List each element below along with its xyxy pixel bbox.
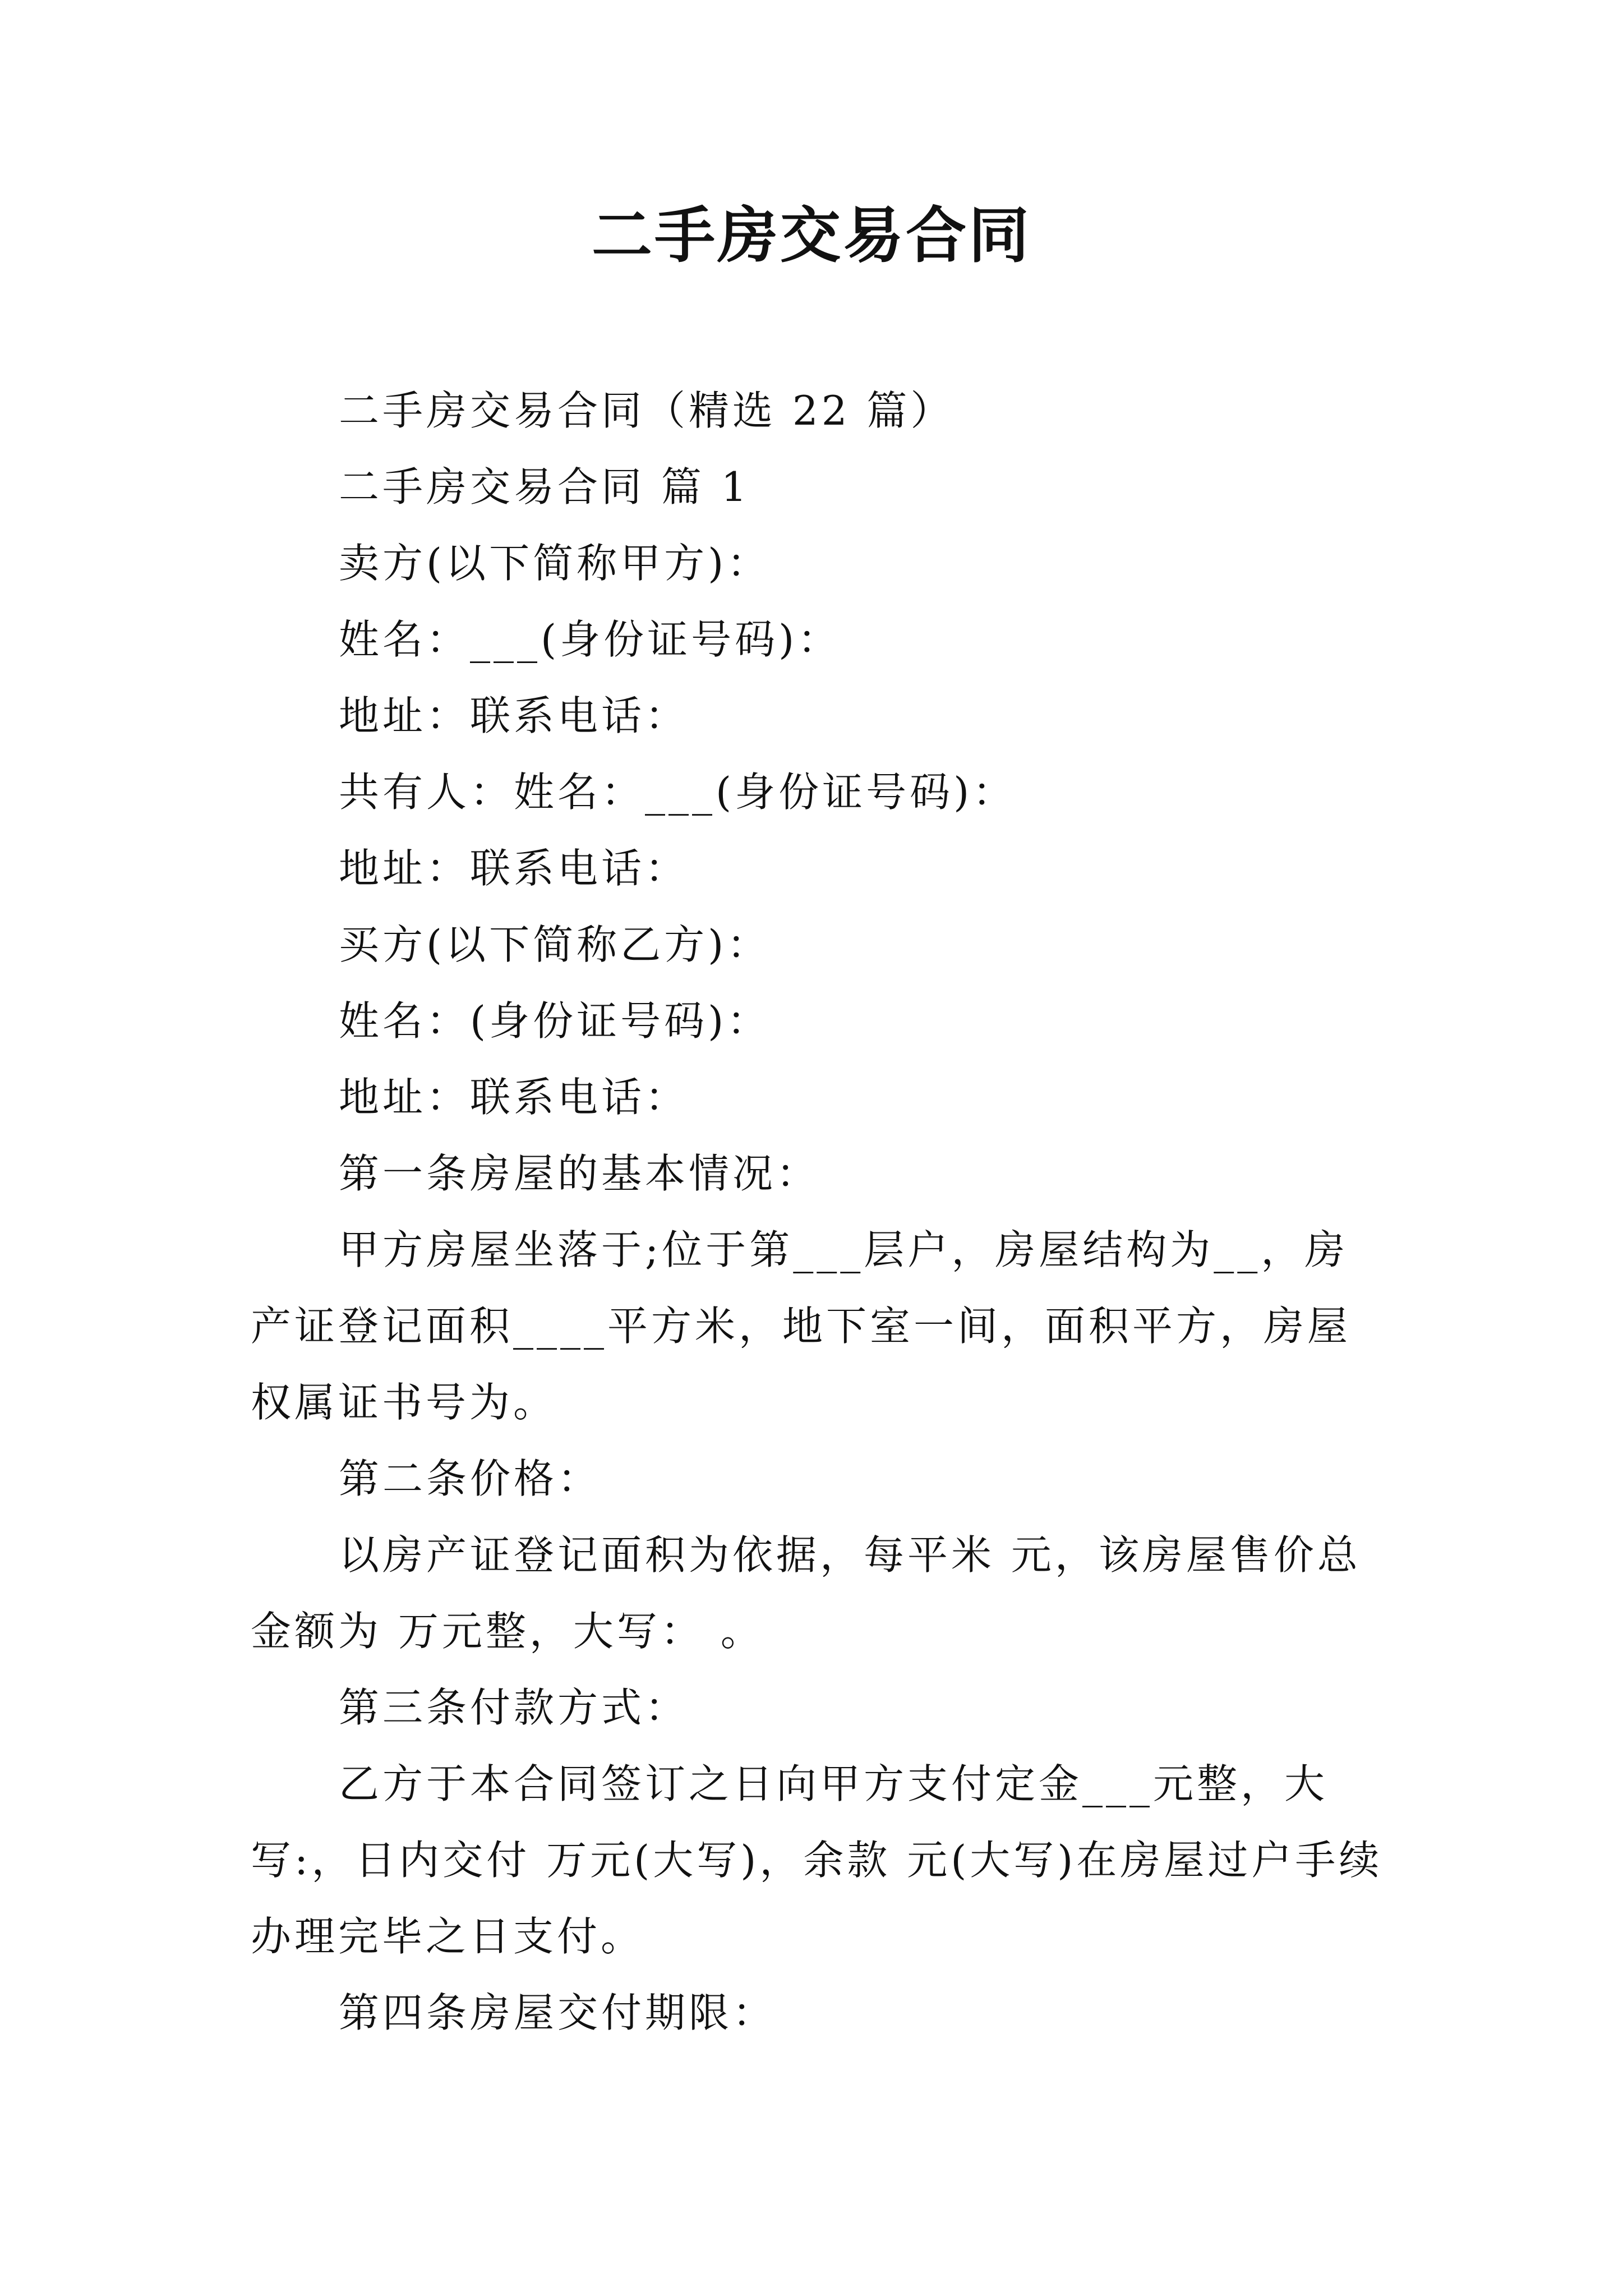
paragraph-buyer: 买方(以下简称乙方)： xyxy=(339,921,771,968)
paragraph-article-3-body: 乙方于本合同签订之日向甲方支付定金___元整，大写:，日内交付 万元(大写)，余款 元(大写)在房屋过户手续办理完毕之日支付。 xyxy=(251,1760,1383,1960)
document-body xyxy=(251,372,1387,2051)
paragraph-seller-name: 姓名：___(身份证号码)： xyxy=(339,616,842,663)
paragraph-article-2-body: 以房产证登记面积为依据，每平米 元，该房屋售价总金额为 万元整，大写： 。 xyxy=(251,1531,1361,1655)
paragraph-seller-address: 地址：联系电话： xyxy=(339,692,689,739)
paragraph-article-1: 第一条房屋的基本情况： xyxy=(339,1150,820,1197)
paragraph-article-3: 第三条付款方式： xyxy=(339,1684,689,1731)
paragraph-co-owner-address: 地址：联系电话： xyxy=(339,845,689,892)
paragraph-seller: 卖方(以下简称甲方)： xyxy=(339,540,771,587)
paragraph-section-heading: 二手房交易合同 篇 1 xyxy=(339,463,750,510)
paragraph-buyer-address: 地址：联系电话： xyxy=(339,1074,689,1121)
paragraph-article-1-body: 甲方房屋坐落于;位于第___层户，房屋结构为__，房产证登记面积____平方米，地下室一间，面积平方，房屋权属证书号为。 xyxy=(251,1226,1352,1426)
paragraph-buyer-name: 姓名：(身份证号码)： xyxy=(339,997,771,1045)
document-title: 二手房交易合同 xyxy=(591,200,1031,271)
paragraph-article-4: 第四条房屋交付期限： xyxy=(339,1989,777,2036)
paragraph-article-2: 第二条价格： xyxy=(339,1455,602,1502)
paragraph-subtitle: 二手房交易合同（精选 22 篇） xyxy=(339,387,955,434)
paragraph-co-owner: 共有人：姓名：___(身份证号码)： xyxy=(339,769,1017,816)
